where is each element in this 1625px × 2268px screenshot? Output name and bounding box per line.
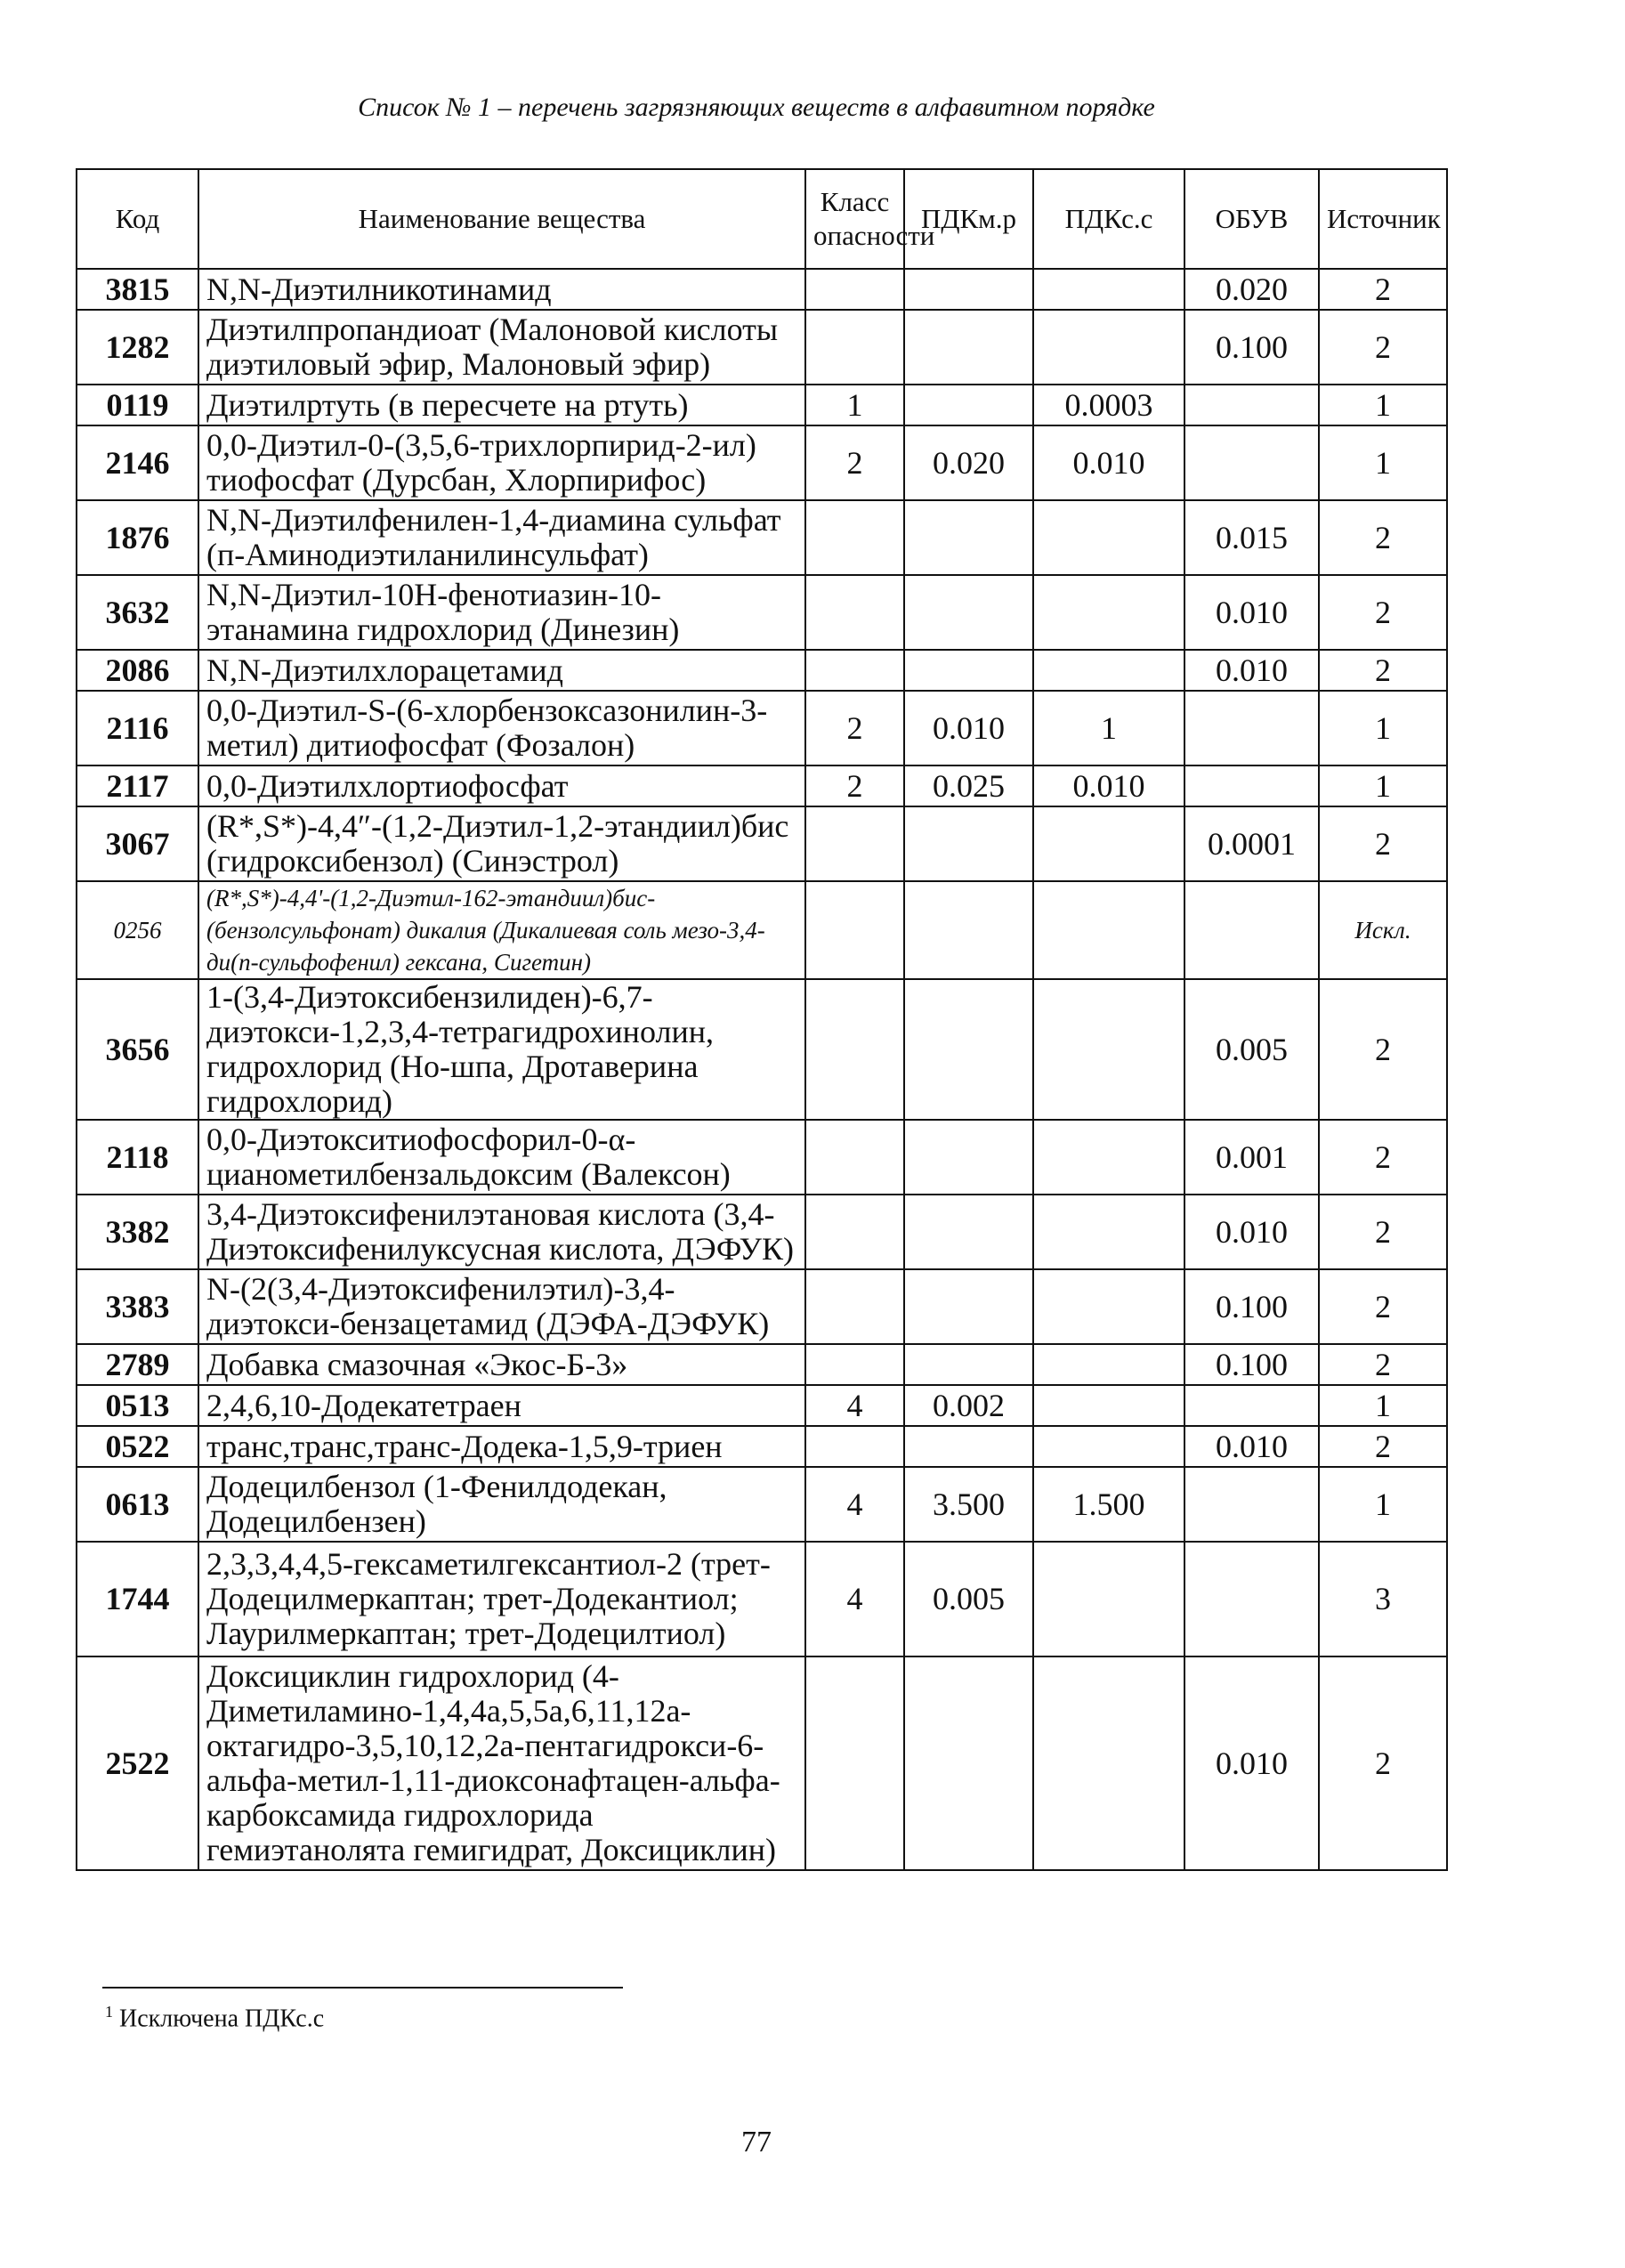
table-row bbox=[77, 1467, 1447, 1542]
col-class-header: Класс опасности bbox=[805, 169, 904, 269]
cell-code: 2146 bbox=[77, 425, 198, 500]
cell-name: (R*,S*)-4,4'-(1,2-Диэтил-162-этандиил)бис-(бензолсульфонат) дикалия (Дикалиевая соль мезо-3,4-ди(п-сульфофенил) гексана, Сигетин) bbox=[198, 881, 805, 979]
cell-obuv: 0.010 bbox=[1184, 1656, 1319, 1870]
cell-pdk-mr: 0.025 bbox=[904, 765, 1033, 806]
cell-class: 2 bbox=[805, 691, 904, 765]
cell-pdk-ss bbox=[1033, 575, 1184, 650]
cell-pdk-mr bbox=[904, 385, 1033, 425]
table-row bbox=[77, 310, 1447, 385]
cell-source: 2 bbox=[1319, 1269, 1447, 1344]
cell-name: 1-(3,4-Диэтоксибензилиден)-6,7-диэтокси-1,2,3,4-тетрагидрохинолин, гидрохлорид (Но-шпа, Дротаверина гидрохлорид) bbox=[198, 979, 805, 1120]
cell-name: Добавка смазочная «Экос-Б-3» bbox=[198, 1344, 805, 1385]
cell-source: 2 bbox=[1319, 979, 1447, 1120]
col-pdk-mr-header: ПДКм.р bbox=[904, 169, 1033, 269]
cell-obuv bbox=[1184, 765, 1319, 806]
cell-class: 2 bbox=[805, 765, 904, 806]
cell-pdk-mr bbox=[904, 269, 1033, 310]
cell-name: 0,0-Диэтил-0-(3,5,6-трихлорпирид-2-ил) тиофосфат (Дурсбан, Хлорпирифос) bbox=[198, 425, 805, 500]
table-row bbox=[77, 385, 1447, 425]
footnote bbox=[105, 2003, 324, 2033]
cell-pdk-mr bbox=[904, 500, 1033, 575]
cell-name: транс,транс,транс-Додека-1,5,9-триен bbox=[198, 1426, 805, 1467]
cell-pdk-mr: 0.002 bbox=[904, 1385, 1033, 1426]
cell-pdk-ss bbox=[1033, 881, 1184, 979]
cell-source: 2 bbox=[1319, 806, 1447, 881]
table-row bbox=[77, 575, 1447, 650]
col-pdk-ss-header: ПДКс.с bbox=[1033, 169, 1184, 269]
cell-class bbox=[805, 310, 904, 385]
cell-source: 1 bbox=[1319, 765, 1447, 806]
cell-obuv: 0.0001 bbox=[1184, 806, 1319, 881]
footnote-text: Исключена ПДКс.с bbox=[119, 2005, 325, 2033]
cell-code: 3632 bbox=[77, 575, 198, 650]
cell-code: 2522 bbox=[77, 1656, 198, 1870]
table-row bbox=[77, 1344, 1447, 1385]
table-row bbox=[77, 979, 1447, 1120]
cell-name: 2,3,3,4,4,5-гексаметилгексантиол-2 (трет-Додецилмеркаптан; трет-Додекантиол; Лаурилмеркаптан; трет-Додецилтиол) bbox=[198, 1542, 805, 1656]
cell-obuv bbox=[1184, 425, 1319, 500]
cell-pdk-mr: 0.010 bbox=[904, 691, 1033, 765]
cell-pdk-mr bbox=[904, 1120, 1033, 1195]
footnote-mark: 1 bbox=[105, 2003, 113, 2021]
cell-source: 2 bbox=[1319, 1656, 1447, 1870]
cell-pdk-mr bbox=[904, 310, 1033, 385]
cell-code: 3656 bbox=[77, 979, 198, 1120]
table-header-row bbox=[77, 169, 1447, 269]
page-title: Список № 1 – перечень загрязняющих веществ в алфавитном порядке bbox=[358, 93, 1155, 122]
cell-pdk-ss bbox=[1033, 1426, 1184, 1467]
cell-obuv bbox=[1184, 1467, 1319, 1542]
cell-code: 3067 bbox=[77, 806, 198, 881]
cell-pdk-mr bbox=[904, 1344, 1033, 1385]
cell-obuv: 0.010 bbox=[1184, 575, 1319, 650]
cell-obuv bbox=[1184, 691, 1319, 765]
cell-pdk-mr bbox=[904, 650, 1033, 691]
cell-code: 0513 bbox=[77, 1385, 198, 1426]
cell-name: Доксициклин гидрохлорид (4-Диметиламино-1,4,4a,5,5a,6,11,12a-октагидро-3,5,10,12,2a-пентагидрокси-6-альфа-метил-1,11-диоксонафтацен-альфа-карбоксамида гидрохлорида гемиэтанолята гемигидрат, Доксициклин) bbox=[198, 1656, 805, 1870]
table-row bbox=[77, 765, 1447, 806]
table-row bbox=[77, 1656, 1447, 1870]
cell-class bbox=[805, 1195, 904, 1269]
table-row bbox=[77, 425, 1447, 500]
cell-class: 2 bbox=[805, 425, 904, 500]
table-row bbox=[77, 1426, 1447, 1467]
cell-class bbox=[805, 1426, 904, 1467]
cell-class bbox=[805, 269, 904, 310]
cell-pdk-ss bbox=[1033, 806, 1184, 881]
cell-class bbox=[805, 1656, 904, 1870]
cell-class: 1 bbox=[805, 385, 904, 425]
cell-source: 2 bbox=[1319, 310, 1447, 385]
cell-code: 2118 bbox=[77, 1120, 198, 1195]
cell-pdk-mr bbox=[904, 575, 1033, 650]
cell-pdk-ss bbox=[1033, 979, 1184, 1120]
cell-name: N-(2(3,4-Диэтоксифенилэтил)-3,4-диэтокси-бензацетамид (ДЭФА-ДЭФУК) bbox=[198, 1269, 805, 1344]
col-name-header: Наименование вещества bbox=[198, 169, 805, 269]
cell-class bbox=[805, 575, 904, 650]
cell-pdk-mr bbox=[904, 1195, 1033, 1269]
cell-pdk-mr bbox=[904, 979, 1033, 1120]
cell-code: 1744 bbox=[77, 1542, 198, 1656]
cell-pdk-ss: 0.010 bbox=[1033, 765, 1184, 806]
table-row bbox=[77, 1269, 1447, 1344]
table-row bbox=[77, 500, 1447, 575]
cell-name: 2,4,6,10-Додекатетраен bbox=[198, 1385, 805, 1426]
cell-class bbox=[805, 1120, 904, 1195]
cell-pdk-mr: 3.500 bbox=[904, 1467, 1033, 1542]
cell-code: 2116 bbox=[77, 691, 198, 765]
cell-code: 2789 bbox=[77, 1344, 198, 1385]
cell-pdk-ss bbox=[1033, 1385, 1184, 1426]
table-row bbox=[77, 1542, 1447, 1656]
cell-class bbox=[805, 500, 904, 575]
cell-pdk-ss bbox=[1033, 1542, 1184, 1656]
cell-code: 0613 bbox=[77, 1467, 198, 1542]
table-row bbox=[77, 650, 1447, 691]
cell-name: 3,4-Диэтоксифенилэтановая кислота (3,4-Диэтоксифенилуксусная кислота, ДЭФУК) bbox=[198, 1195, 805, 1269]
cell-source: 2 bbox=[1319, 1120, 1447, 1195]
cell-code: 1282 bbox=[77, 310, 198, 385]
cell-class bbox=[805, 1344, 904, 1385]
cell-pdk-ss bbox=[1033, 310, 1184, 385]
cell-pdk-ss bbox=[1033, 1195, 1184, 1269]
cell-code: 2117 bbox=[77, 765, 198, 806]
cell-class: 4 bbox=[805, 1385, 904, 1426]
cell-source: 1 bbox=[1319, 1385, 1447, 1426]
cell-source: 1 bbox=[1319, 691, 1447, 765]
table-row bbox=[77, 691, 1447, 765]
cell-obuv: 0.010 bbox=[1184, 1426, 1319, 1467]
cell-pdk-mr bbox=[904, 881, 1033, 979]
cell-pdk-ss bbox=[1033, 269, 1184, 310]
cell-obuv: 0.100 bbox=[1184, 310, 1319, 385]
cell-pdk-mr: 0.005 bbox=[904, 1542, 1033, 1656]
cell-source: 2 bbox=[1319, 500, 1447, 575]
cell-class bbox=[805, 881, 904, 979]
cell-obuv: 0.100 bbox=[1184, 1269, 1319, 1344]
cell-class bbox=[805, 650, 904, 691]
table-row bbox=[77, 269, 1447, 310]
cell-pdk-mr: 0.020 bbox=[904, 425, 1033, 500]
page-number: 77 bbox=[741, 2126, 772, 2159]
cell-obuv: 0.010 bbox=[1184, 1195, 1319, 1269]
cell-name: Диэтилртуть (в пересчете на ртуть) bbox=[198, 385, 805, 425]
cell-pdk-mr bbox=[904, 1656, 1033, 1870]
cell-pdk-ss bbox=[1033, 1344, 1184, 1385]
cell-code: 0256 bbox=[77, 881, 198, 979]
cell-code: 3382 bbox=[77, 1195, 198, 1269]
substances-table bbox=[76, 168, 1448, 1871]
col-obuv-header: ОБУВ bbox=[1184, 169, 1319, 269]
cell-obuv: 0.005 bbox=[1184, 979, 1319, 1120]
cell-class: 4 bbox=[805, 1542, 904, 1656]
cell-pdk-ss: 1 bbox=[1033, 691, 1184, 765]
table-row bbox=[77, 1120, 1447, 1195]
cell-name: Диэтилпропандиоат (Малоновой кислоты диэтиловый эфир, Малоновый эфир) bbox=[198, 310, 805, 385]
cell-obuv: 0.100 bbox=[1184, 1344, 1319, 1385]
cell-source: 2 bbox=[1319, 1426, 1447, 1467]
cell-class: 4 bbox=[805, 1467, 904, 1542]
cell-source: 2 bbox=[1319, 1195, 1447, 1269]
cell-name: 0,0-Диэтокситиофосфорил-0-α-цианометилбензальдоксим (Валексон) bbox=[198, 1120, 805, 1195]
cell-code: 0522 bbox=[77, 1426, 198, 1467]
table-row bbox=[77, 1385, 1447, 1426]
cell-pdk-ss bbox=[1033, 1269, 1184, 1344]
cell-obuv: 0.001 bbox=[1184, 1120, 1319, 1195]
cell-obuv: 0.020 bbox=[1184, 269, 1319, 310]
cell-obuv bbox=[1184, 385, 1319, 425]
cell-pdk-ss: 0.0003 bbox=[1033, 385, 1184, 425]
cell-obuv bbox=[1184, 881, 1319, 979]
cell-source: 2 bbox=[1319, 650, 1447, 691]
cell-name: N,N-Диэтил-10Н-фенотиазин-10-этанамина гидрохлорид (Динезин) bbox=[198, 575, 805, 650]
cell-pdk-ss bbox=[1033, 1656, 1184, 1870]
cell-name: 0,0-Диэтил-S-(6-хлорбензоксазонилин-3-метил) дитиофосфат (Фозалон) bbox=[198, 691, 805, 765]
cell-obuv: 0.015 bbox=[1184, 500, 1319, 575]
cell-name: Додецилбензол (1-Фенилдодекан, Додецилбензен) bbox=[198, 1467, 805, 1542]
cell-name: (R*,S*)-4,4″-(1,2-Диэтил-1,2-этандиил)бис (гидроксибензол) (Синэстрол) bbox=[198, 806, 805, 881]
cell-source: 3 bbox=[1319, 1542, 1447, 1656]
col-source-header: Источник bbox=[1319, 169, 1447, 269]
cell-pdk-ss bbox=[1033, 500, 1184, 575]
cell-obuv: 0.010 bbox=[1184, 650, 1319, 691]
cell-code: 3815 bbox=[77, 269, 198, 310]
cell-class bbox=[805, 979, 904, 1120]
cell-source: Искл. bbox=[1319, 881, 1447, 979]
table-row bbox=[77, 806, 1447, 881]
cell-pdk-ss bbox=[1033, 1120, 1184, 1195]
cell-pdk-ss: 1.500 bbox=[1033, 1467, 1184, 1542]
table-row bbox=[77, 881, 1447, 979]
cell-code: 3383 bbox=[77, 1269, 198, 1344]
table-row bbox=[77, 1195, 1447, 1269]
cell-name: N,N-Диэтилфенилен-1,4-диамина сульфат (п-Аминодиэтиланилинсульфат) bbox=[198, 500, 805, 575]
cell-class bbox=[805, 1269, 904, 1344]
cell-source: 2 bbox=[1319, 269, 1447, 310]
cell-class bbox=[805, 806, 904, 881]
cell-source: 2 bbox=[1319, 1344, 1447, 1385]
cell-source: 1 bbox=[1319, 385, 1447, 425]
col-code-header: Код bbox=[77, 169, 198, 269]
cell-code: 0119 bbox=[77, 385, 198, 425]
cell-code: 1876 bbox=[77, 500, 198, 575]
cell-name: 0,0-Диэтилхлортиофосфат bbox=[198, 765, 805, 806]
cell-source: 2 bbox=[1319, 575, 1447, 650]
cell-pdk-mr bbox=[904, 1426, 1033, 1467]
cell-pdk-mr bbox=[904, 806, 1033, 881]
cell-code: 2086 bbox=[77, 650, 198, 691]
cell-source: 1 bbox=[1319, 1467, 1447, 1542]
cell-obuv bbox=[1184, 1385, 1319, 1426]
footnote-rule bbox=[102, 1987, 623, 1989]
cell-pdk-ss bbox=[1033, 650, 1184, 691]
cell-source: 1 bbox=[1319, 425, 1447, 500]
cell-pdk-mr bbox=[904, 1269, 1033, 1344]
cell-name: N,N-Диэтилхлорацетамид bbox=[198, 650, 805, 691]
cell-pdk-ss: 0.010 bbox=[1033, 425, 1184, 500]
cell-obuv bbox=[1184, 1542, 1319, 1656]
cell-name: N,N-Диэтилникотинамид bbox=[198, 269, 805, 310]
